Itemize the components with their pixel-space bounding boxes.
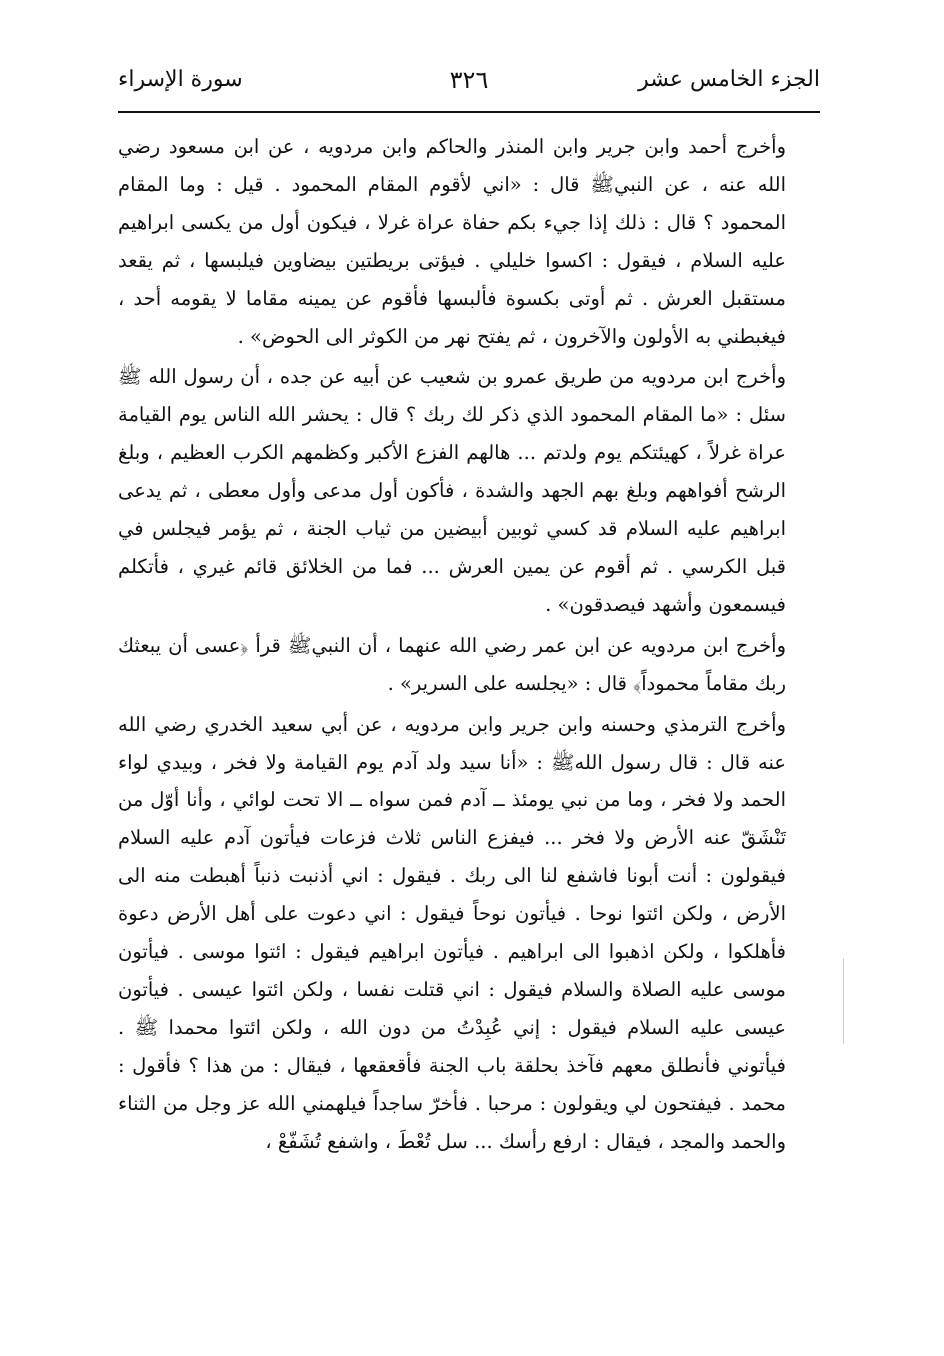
part-title: الجزء الخامس عشر [638,67,820,92]
surah-title: سورة الإسراء [118,67,243,92]
page-body [118,128,820,1160]
paragraph-2: وأخرج ابن مردويه من طريق عمرو بن شعيب عن أبيه عن جده ، أن رسول الله ﷺ سئل : «ما المقام المحمود الذي ذكر لك ربك ؟ قال : يحشر الله الناس يوم القيامة عراة غرلاً ، كهيئتكم يوم ولدتم ... هالهم الفزع الأكبر وكظمهم الكرب العظيم ، وبلغ الرشح أفواههم وبلغ بهم الجهد والشدة ، فأكون أول مدعى وأول معطى ، ثم يدعى ابراهيم عليه السلام قد كسي ثوبين أبيضين من ثياب الجنة ، ثم يؤمر فيجلس في قبل الكرسي . ثم أقوم عن يمين العرش ... فما من الخلائق قائم غيري ، فأتكلم فيسمعون وأشهد فيصدقون» . [118,365,786,616]
running-head [118,60,820,100]
paragraph-4: وأخرج الترمذي وحسنه وابن جرير وابن مردويه ، عن أبي سعيد الخدري رضي الله عنه قال : قال رسول اللهﷺ : «أنا سيد ولد آدم يوم القيامة ولا فخر ، وبيدي لواء الحمد ولا فخر ، وما من نبي يومئذ ــ آدم فمن سواه ــ الا تحت لوائي ، وأنا أوّل من تَنْشَقّ عنه الأرض ولا فخر ... فيفزع الناس ثلاث فزعات فيأتون آدم عليه السلام فيقولون : أنت أبونا فاشفع لنا الى ربك . فيقول : اني أذنبت ذنباً أهبطت منه الى الأرض ، ولكن ائتوا نوحا . فيأتون نوحاً فيقول : اني دعوت على أهل الأرض دعوة فأهلكوا ، ولكن اذهبوا الى ابراهيم . فيأتون ابراهيم فيقول : ائتوا موسى . فيأتون موسى عليه الصلاة والسلام فيقول : اني قتلت نفسا ، ولكن ائتوا عيسى . فيأتون عيسى عليه السلام فيقول : إني عُبِدْتُ من دون الله ، ولكن ائتوا محمدا ﷺ . فيأتوني فأنطلق معهم فآخذ بحلقة باب الجنة فأقعقعها ، فيقال : من هذا ؟ فأقول : محمد . فيفتحون لي ويقولون : مرحبا . فأخرّ ساجداً فيلهمني الله عز وجل من الثناء والحمد والمجد ، فيقال : ارفع رأسك ... سل تُعْطَ ، واشفع تُشَفّعْ ، [118,712,786,1153]
paragraph-1: وأخرج أحمد وابن جرير وابن المنذر والحاكم وابن مردويه ، عن ابن مسعود رضي الله عنه ، عن النبيﷺ قال : «اني لأقوم المقام المحمود . قيل : وما المقام المحمود ؟ قال : ذلك إذا جيء بكم حفاة عراة غرلا ، فيكون أول من يكسى ابراهيم عليه السلام ، فيقول : اكسوا خليلي . فيؤتى بريطتين بيضاوين فيلبسها ، ثم يقعد مستقبل العرش . ثم أوتى بكسوة فألبسها فأقوم عن يمينه مقاما لا يقومه أحد ، فيغبطني به الأولون والآخرون ، ثم يفتح نهر من الكوثر الى الحوض» . [118,135,786,348]
page-number: ٣٢٦ [449,66,489,94]
header-divider [118,111,820,113]
scan-margin-mark [843,958,844,1044]
paragraph-3: وأخرج ابن مردويه عن ابن عمر رضي الله عنهما ، أن النبيﷺ قرأ ﴿عسى أن يبعثك ربك مقاماً محموداً﴾ قال : «يجلسه على السرير» . [118,633,786,695]
